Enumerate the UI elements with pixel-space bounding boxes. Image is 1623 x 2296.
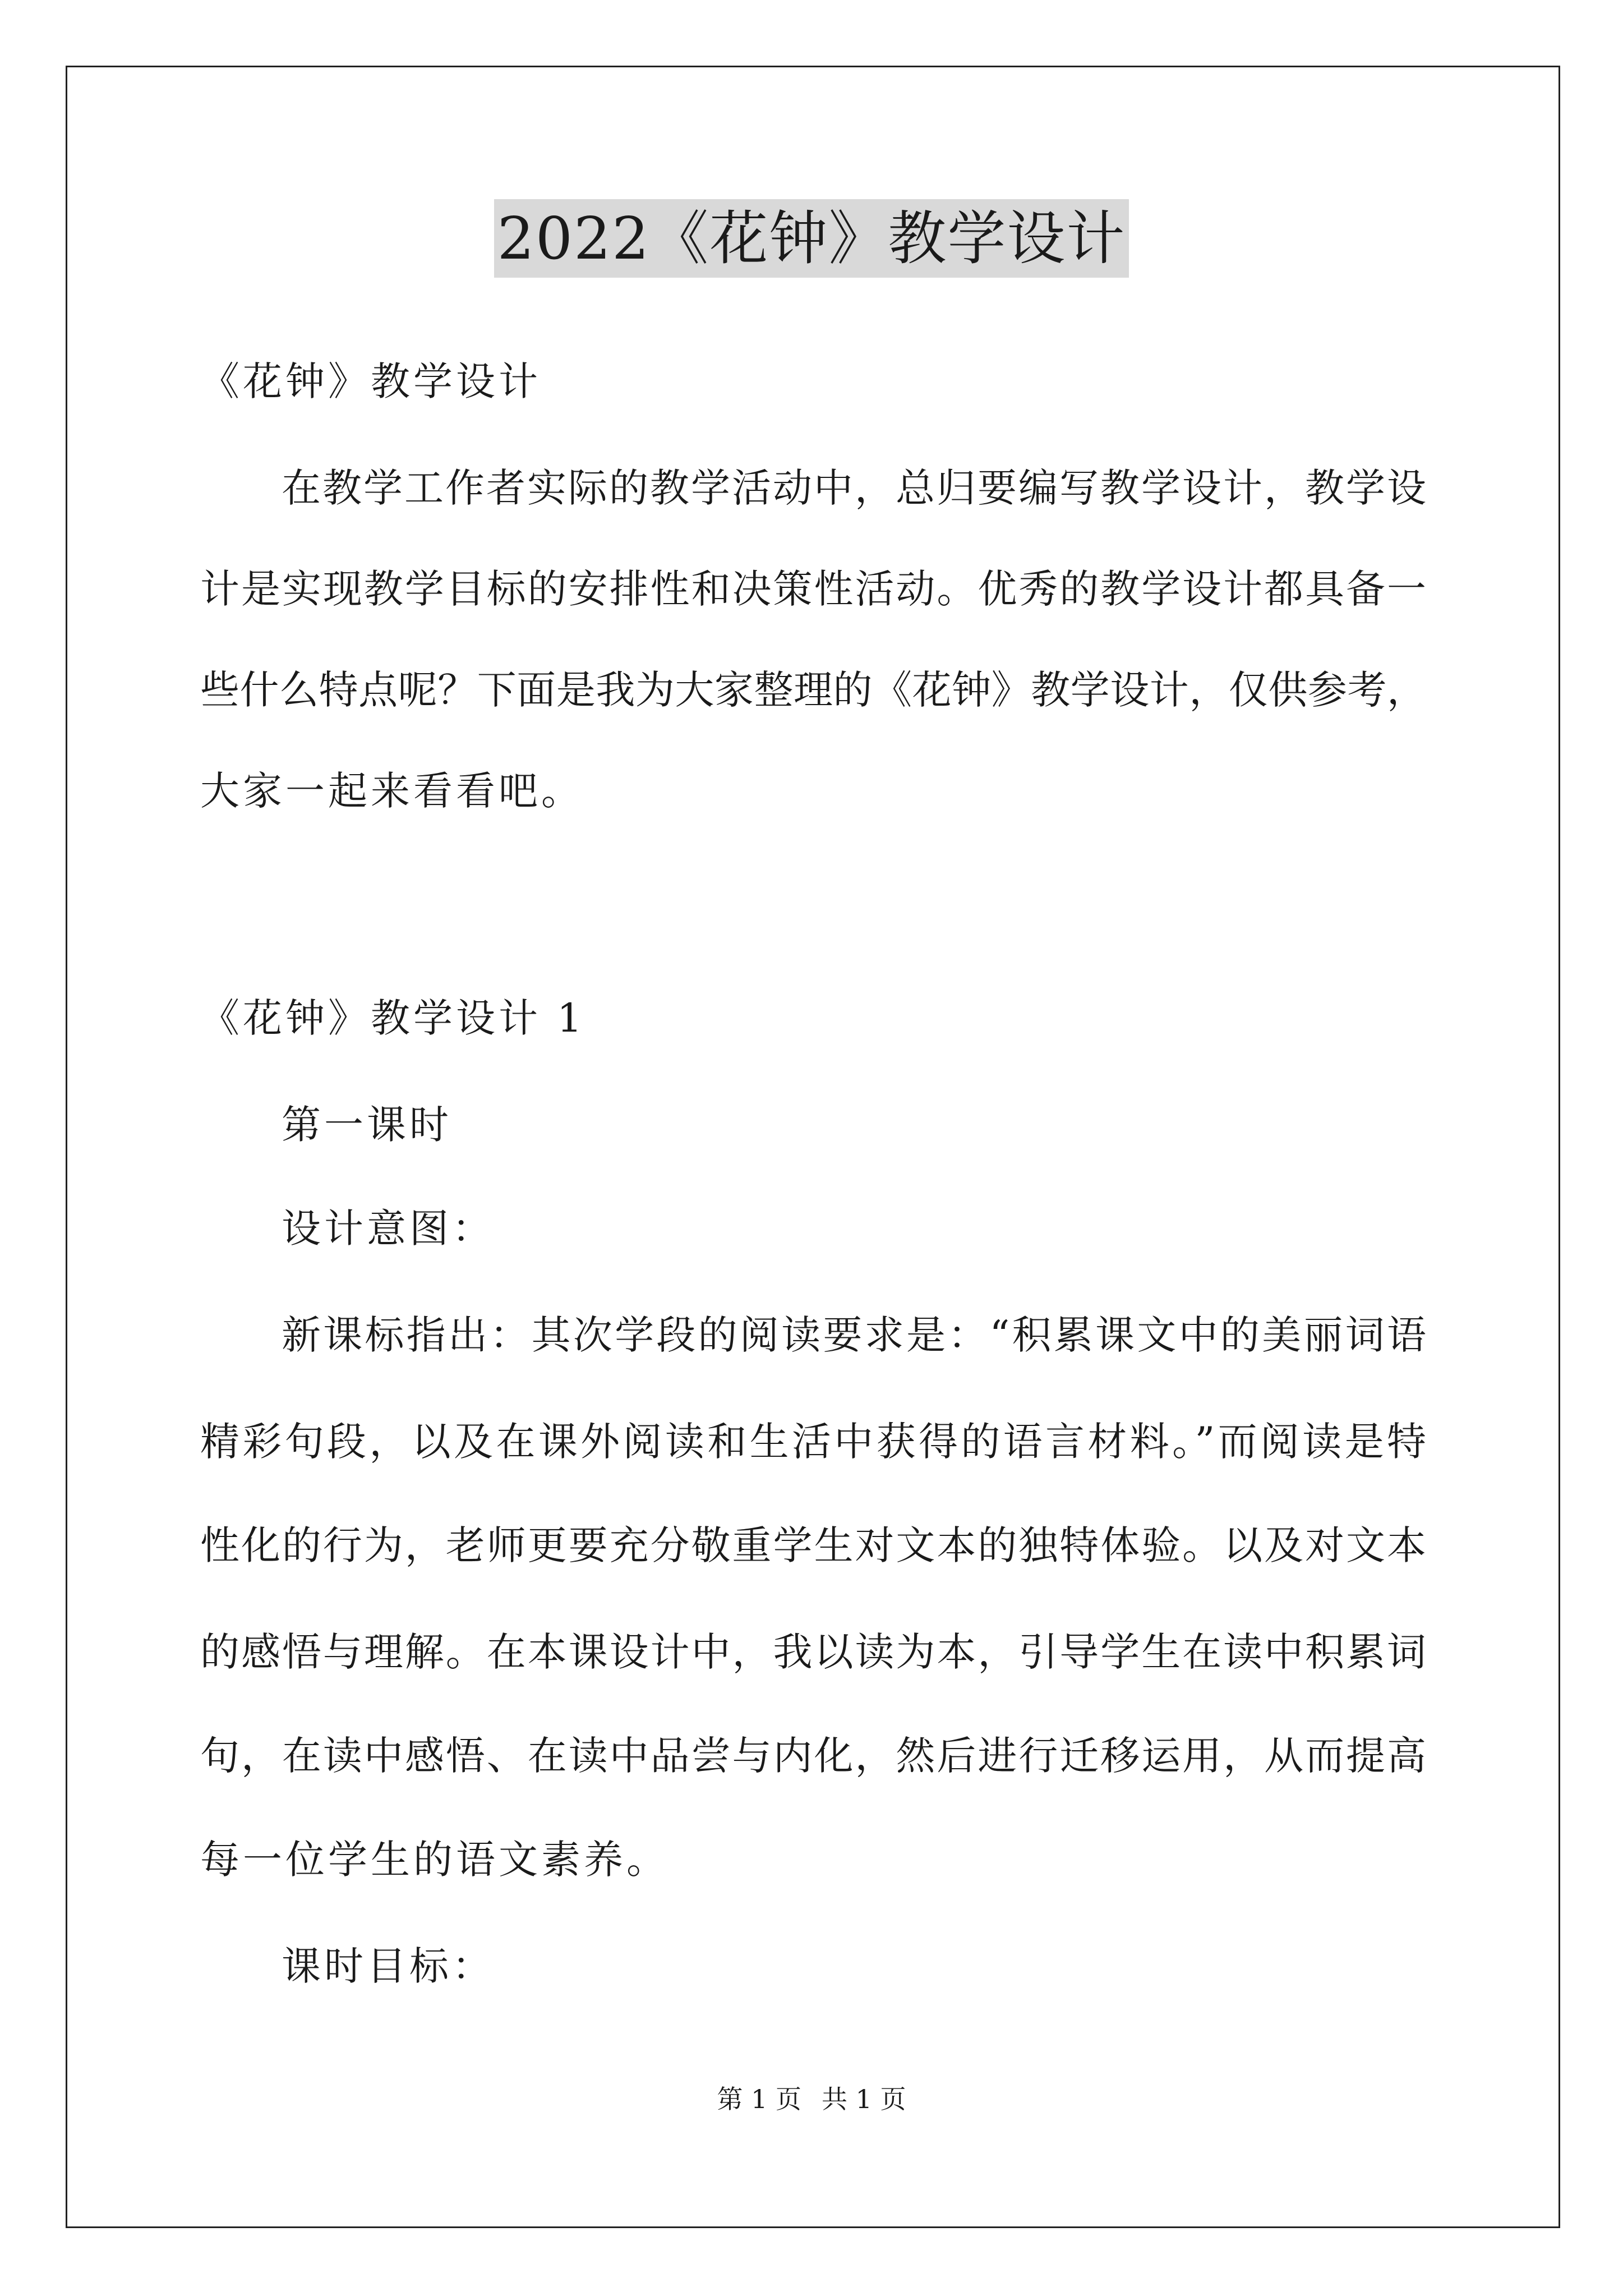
section-heading: 《花钟》教学设计 1 (200, 995, 585, 1041)
page-number: 第 1 页 (717, 2084, 801, 2114)
design-intent-line-4: 的感悟与理解。在本课设计中，我以读为本，引导学生在读中积累词 (200, 1629, 1426, 1675)
intro-line-4: 大家一起来看看吧。 (200, 768, 584, 814)
intro-line-2: 计是实现教学目标的安排性和决策性活动。优秀的教学设计都具备一 (200, 566, 1426, 612)
intro-line-3: 些什么特点呢？下面是我为大家整理的《花钟》教学设计，仅供参考， (200, 667, 1426, 713)
page-footer (0, 2082, 1623, 2116)
title-container (0, 199, 1623, 278)
design-intent-line-5: 句，在读中感悟、在读中品尝与内化，然后进行迁移运用，从而提高 (200, 1733, 1426, 1779)
document-subtitle: 《花钟》教学设计 (200, 358, 541, 404)
design-intent-label: 设计意图： (282, 1205, 495, 1251)
design-intent-line-3: 性化的行为，老师更要充分敬重学生对文本的独特体验。以及对文本 (200, 1522, 1426, 1568)
page-total: 共 1 页 (822, 2084, 906, 2114)
design-intent-line-1: 新课标指出：其次学段的阅读要求是：“积累课文中的美丽词语 (282, 1312, 1426, 1358)
intro-line-1: 在教学工作者实际的教学活动中，总归要编写教学设计，教学设 (282, 465, 1426, 511)
document-title: 2022《花钟》教学设计 (494, 199, 1129, 278)
design-intent-line-6: 每一位学生的语文素养。 (200, 1837, 669, 1883)
design-intent-line-2: 精彩句段，以及在课外阅读和生活中获得的语言材料。”而阅读是特 (200, 1419, 1426, 1465)
objectives-label: 课时目标： (282, 1943, 495, 1989)
lesson-label: 第一课时 (282, 1102, 452, 1148)
